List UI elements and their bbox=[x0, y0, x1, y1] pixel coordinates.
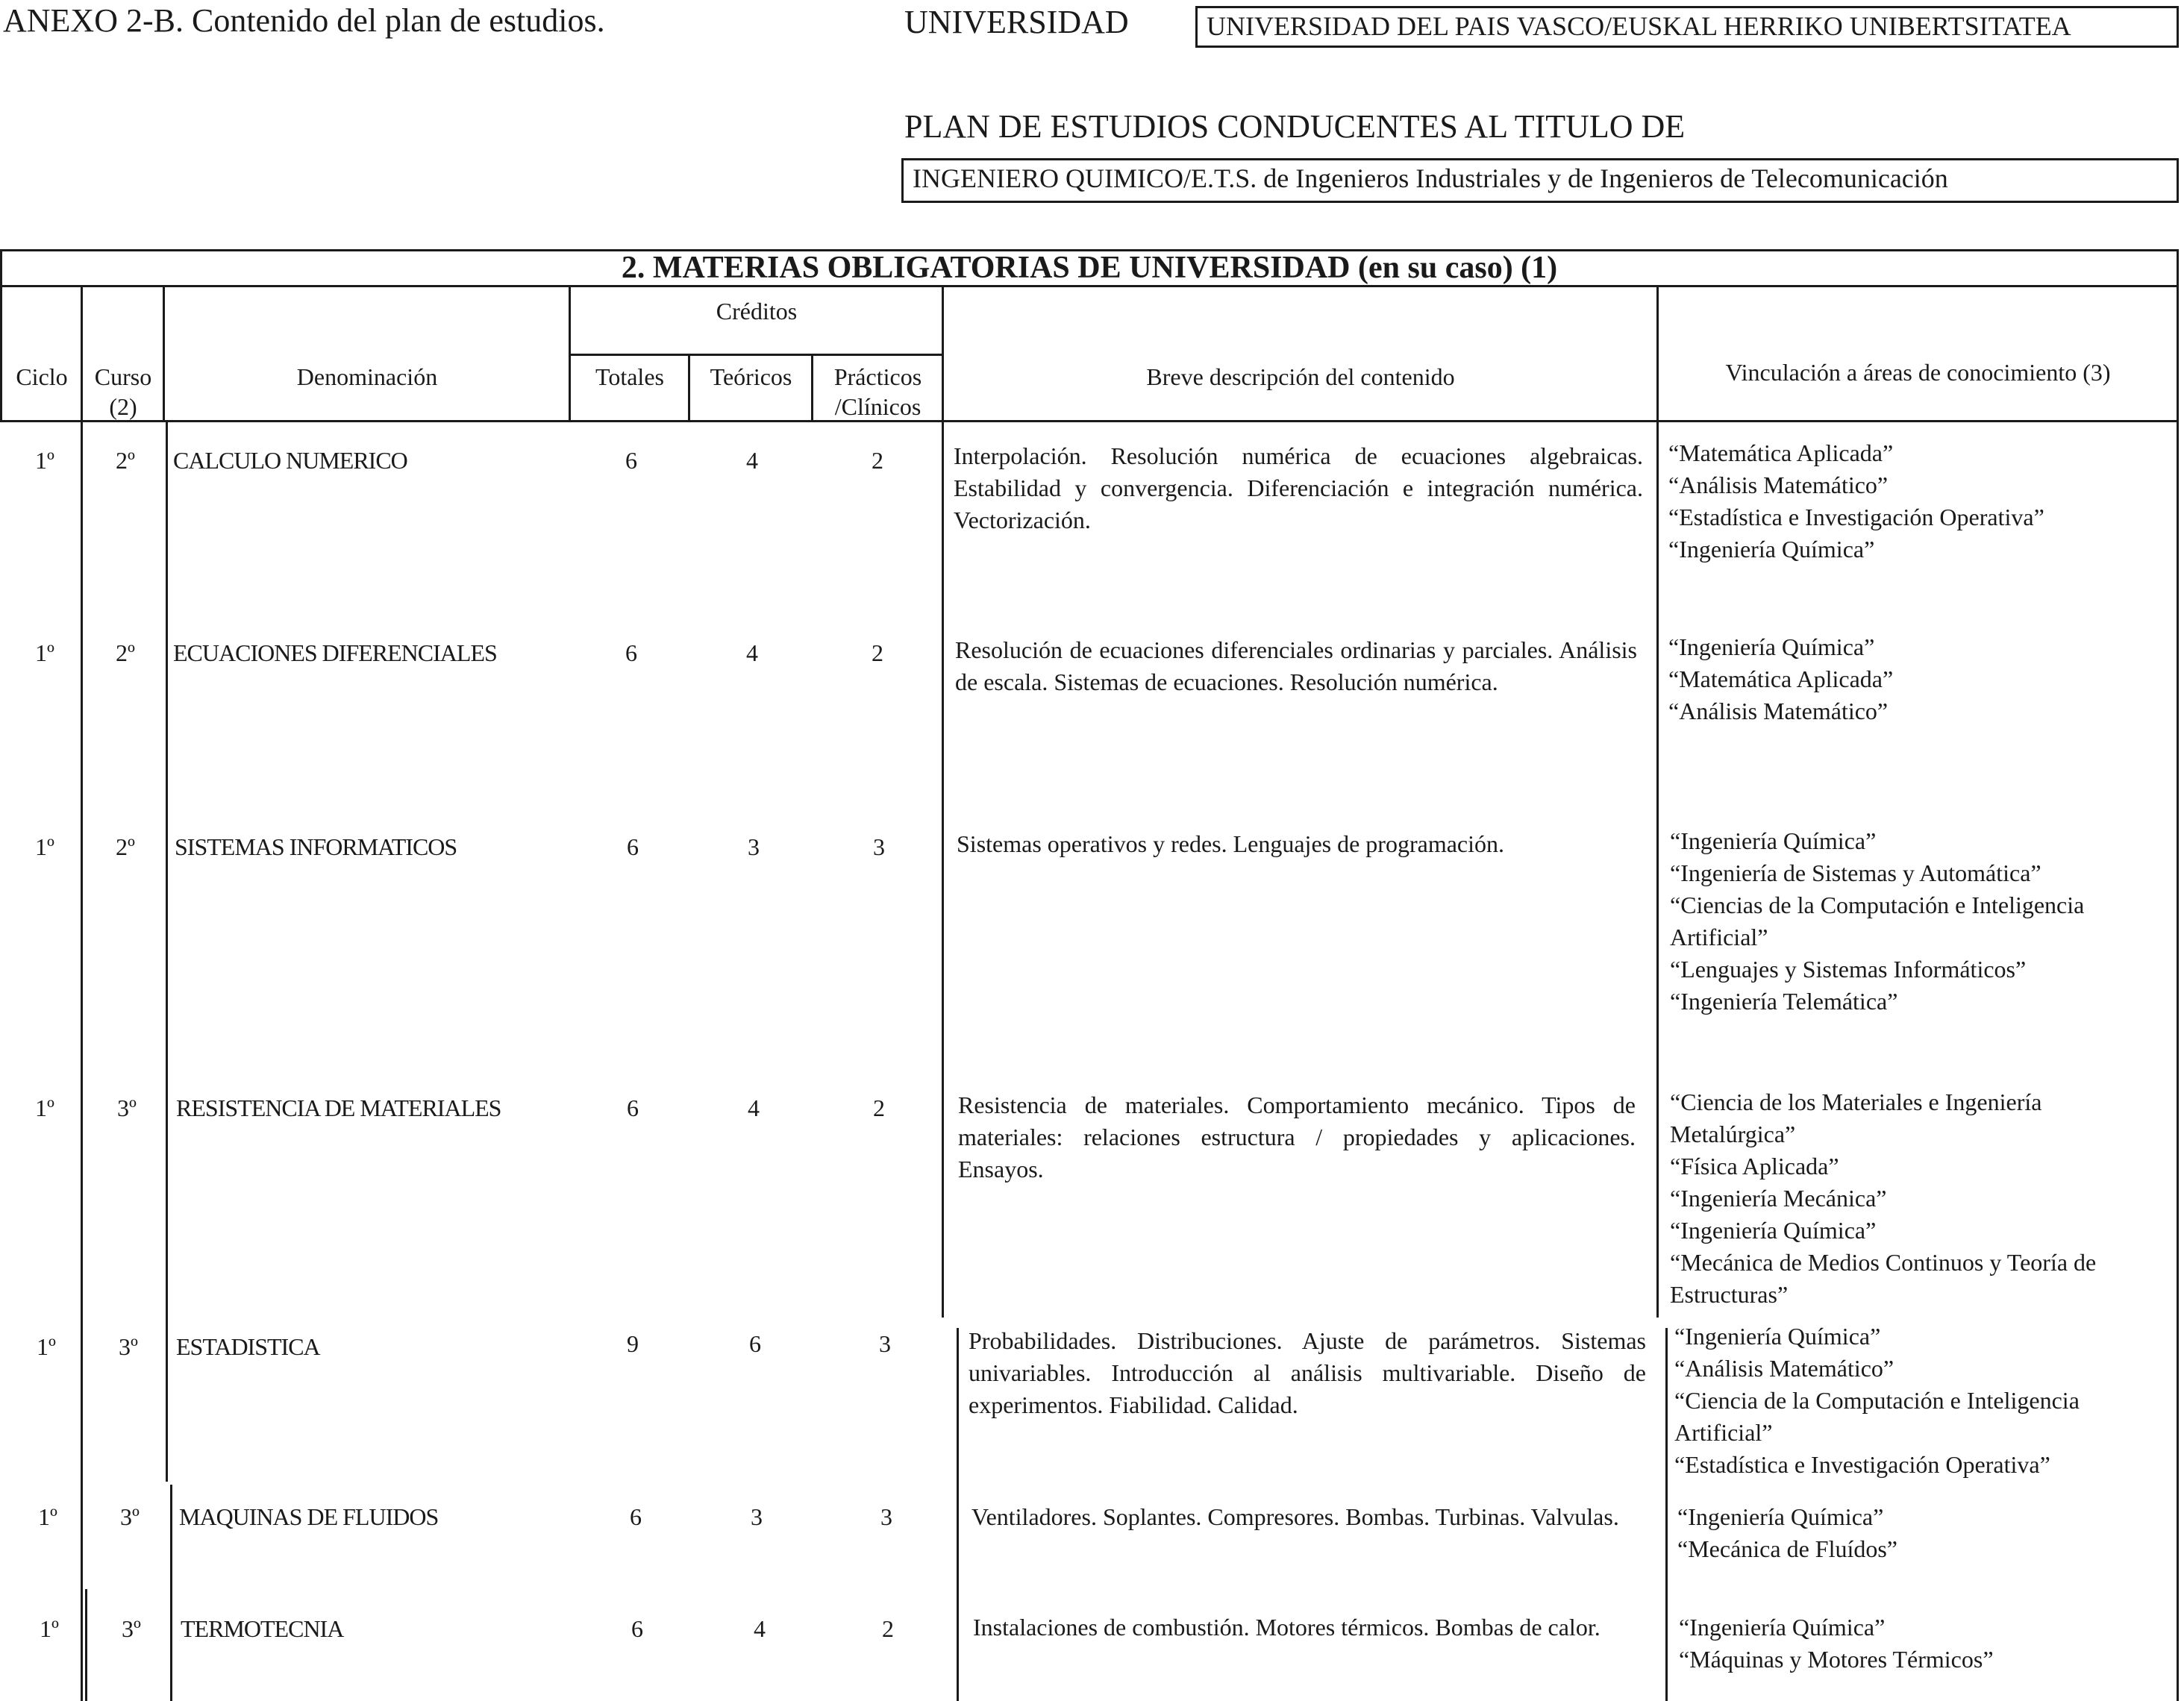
row-ciclo: 1º bbox=[35, 639, 54, 666]
row-practicos: 2 bbox=[872, 447, 883, 474]
plan-heading: PLAN DE ESTUDIOS CONDUCENTES AL TITULO DE bbox=[904, 108, 1686, 145]
header-curso: Curso bbox=[94, 363, 152, 390]
header-descripcion: Breve descripción del contenido bbox=[1146, 363, 1455, 390]
row-totales: 6 bbox=[630, 1503, 642, 1530]
university-label: UNIVERSIDAD bbox=[904, 4, 1129, 40]
row-totales: 6 bbox=[625, 447, 637, 474]
row-totales: 6 bbox=[627, 1094, 639, 1121]
row-areas: “Ingeniería Química” “Mecánica de Fluídos” bbox=[1677, 1503, 1897, 1562]
row-denominacion: CALCULO NUMERICO bbox=[173, 447, 407, 474]
row-practicos: 2 bbox=[882, 1615, 894, 1642]
row-teoricos: 4 bbox=[748, 1094, 760, 1121]
row-areas: “Ciencia de los Materiales e Ingeniería Metalúrgica” “Física Aplicada” “Ingeniería Mecánica” “Ingeniería Química” “Mecánica de Medios Continuos y Teoría de Estructuras” bbox=[1670, 1088, 2097, 1308]
row-denominacion: ECUACIONES DIFERENCIALES bbox=[173, 639, 497, 666]
row-practicos: 3 bbox=[879, 1330, 891, 1357]
row-description: Ventiladores. Soplantes. Compresores. Bombas. Turbinas. Valvulas. bbox=[971, 1503, 1619, 1530]
row-curso: 3º bbox=[120, 1503, 140, 1530]
row-practicos: 2 bbox=[873, 1094, 885, 1121]
row-description: Sistemas operativos y redes. Lenguajes de programación. bbox=[957, 830, 1504, 857]
degree-box: INGENIERO QUIMICO/E.T.S. de Ingenieros Industriales y de Ingenieros de Telecomunicación bbox=[901, 158, 2179, 203]
row-totales: 6 bbox=[631, 1615, 643, 1642]
row-curso: 3º bbox=[119, 1333, 138, 1360]
row-totales: 6 bbox=[627, 833, 639, 860]
row-denominacion: ESTADISTICA bbox=[176, 1333, 320, 1360]
row-areas: “Ingeniería Química” “Matemática Aplicada” “Análisis Matemático” bbox=[1668, 633, 1894, 724]
row-description: Interpolación. Resolución numérica de ecuaciones algebraicas. Estabilidad y convergencia. Diferenciación e integración numérica. Vectorización. bbox=[954, 442, 1643, 533]
row-denominacion: RESISTENCIA DE MATERIALES bbox=[176, 1094, 501, 1121]
row-teoricos: 4 bbox=[754, 1615, 766, 1642]
row-description: Resolución de ecuaciones diferenciales ordinarias y parciales. Análisis de escala. Sistemas de ecuaciones. Resolución numérica. bbox=[955, 636, 1637, 695]
row-practicos: 2 bbox=[872, 639, 883, 666]
row-curso: 3º bbox=[122, 1615, 141, 1642]
header-practicos: Prácticos bbox=[833, 363, 922, 390]
row-ciclo: 1º bbox=[35, 1094, 54, 1121]
header-practicos-2: /Clínicos bbox=[834, 393, 922, 420]
row-areas: “Ingeniería Química” “Análisis Matemático” “Ciencia de la Computación e Inteligencia Artificial” “Estadística e Investigación Operativa” bbox=[1674, 1323, 2080, 1478]
row-ciclo: 1º bbox=[38, 1503, 57, 1530]
row-ciclo: 1º bbox=[35, 447, 54, 474]
row-description: Resistencia de materiales. Comportamiento mecánico. Tipos de materiales: relaciones estructura / propiedades y aplicaciones. Ensayos. bbox=[958, 1091, 1636, 1182]
row-ciclo: 1º bbox=[40, 1615, 59, 1642]
row-teoricos: 3 bbox=[748, 833, 760, 860]
row-totales: 9 bbox=[627, 1330, 639, 1357]
row-description: Instalaciones de combustión. Motores térmicos. Bombas de calor. bbox=[973, 1614, 1601, 1641]
header-curso-note: (2) bbox=[109, 393, 137, 420]
annex-heading: ANEXO 2-B. Contenido del plan de estudios. bbox=[3, 2, 605, 39]
row-areas: “Ingeniería Química” “Ingeniería de Sistemas y Automática” “Ciencias de la Computación e Inteligencia Artificial” “Lenguajes y Sistemas Informáticos” “Ingeniería Telemática” bbox=[1670, 827, 2085, 1015]
row-denominacion: TERMOTECNIA bbox=[181, 1615, 344, 1642]
row-curso: 2º bbox=[116, 833, 135, 860]
row-teoricos: 3 bbox=[751, 1503, 763, 1530]
row-description: Probabilidades. Distribuciones. Ajuste de parámetros. Sistemas univariables. Introducción al análisis multivariable. Diseño de experimentos. Fiabilidad. Calidad. bbox=[969, 1327, 1646, 1418]
header-denominacion: Denominación bbox=[296, 363, 438, 390]
row-practicos: 3 bbox=[880, 1503, 892, 1530]
header-totales: Totales bbox=[595, 363, 664, 390]
header-creditos: Créditos bbox=[716, 298, 798, 325]
row-teoricos: 4 bbox=[746, 447, 758, 474]
header-teoricos: Teóricos bbox=[710, 363, 792, 390]
table-title: 2. MATERIAS OBLIGATORIAS DE UNIVERSIDAD (en su caso) (1) bbox=[621, 251, 1558, 285]
row-curso: 2º bbox=[116, 447, 135, 474]
row-practicos: 3 bbox=[873, 833, 885, 860]
row-ciclo: 1º bbox=[37, 1333, 56, 1360]
row-denominacion: MAQUINAS DE FLUIDOS bbox=[179, 1503, 439, 1530]
row-curso: 2º bbox=[116, 639, 135, 666]
row-teoricos: 4 bbox=[746, 639, 758, 666]
row-ciclo: 1º bbox=[35, 833, 54, 860]
row-denominacion: SISTEMAS INFORMATICOS bbox=[175, 833, 457, 860]
row-areas: “Matemática Aplicada” “Análisis Matemático” “Estadística e Investigación Operativa” “Ingeniería Química” bbox=[1668, 439, 2044, 563]
row-areas: “Ingeniería Química” “Máquinas y Motores Térmicos” bbox=[1679, 1614, 1994, 1673]
row-teoricos: 6 bbox=[749, 1330, 761, 1357]
row-totales: 6 bbox=[625, 639, 637, 666]
row-curso: 3º bbox=[117, 1094, 137, 1121]
header-vinculacion: Vinculación a áreas de conocimiento (3) bbox=[1725, 359, 2111, 386]
university-name-box: UNIVERSIDAD DEL PAIS VASCO/EUSKAL HERRIKO UNIBERTSITATEA bbox=[1195, 6, 2179, 48]
header-ciclo: Ciclo bbox=[16, 363, 68, 390]
